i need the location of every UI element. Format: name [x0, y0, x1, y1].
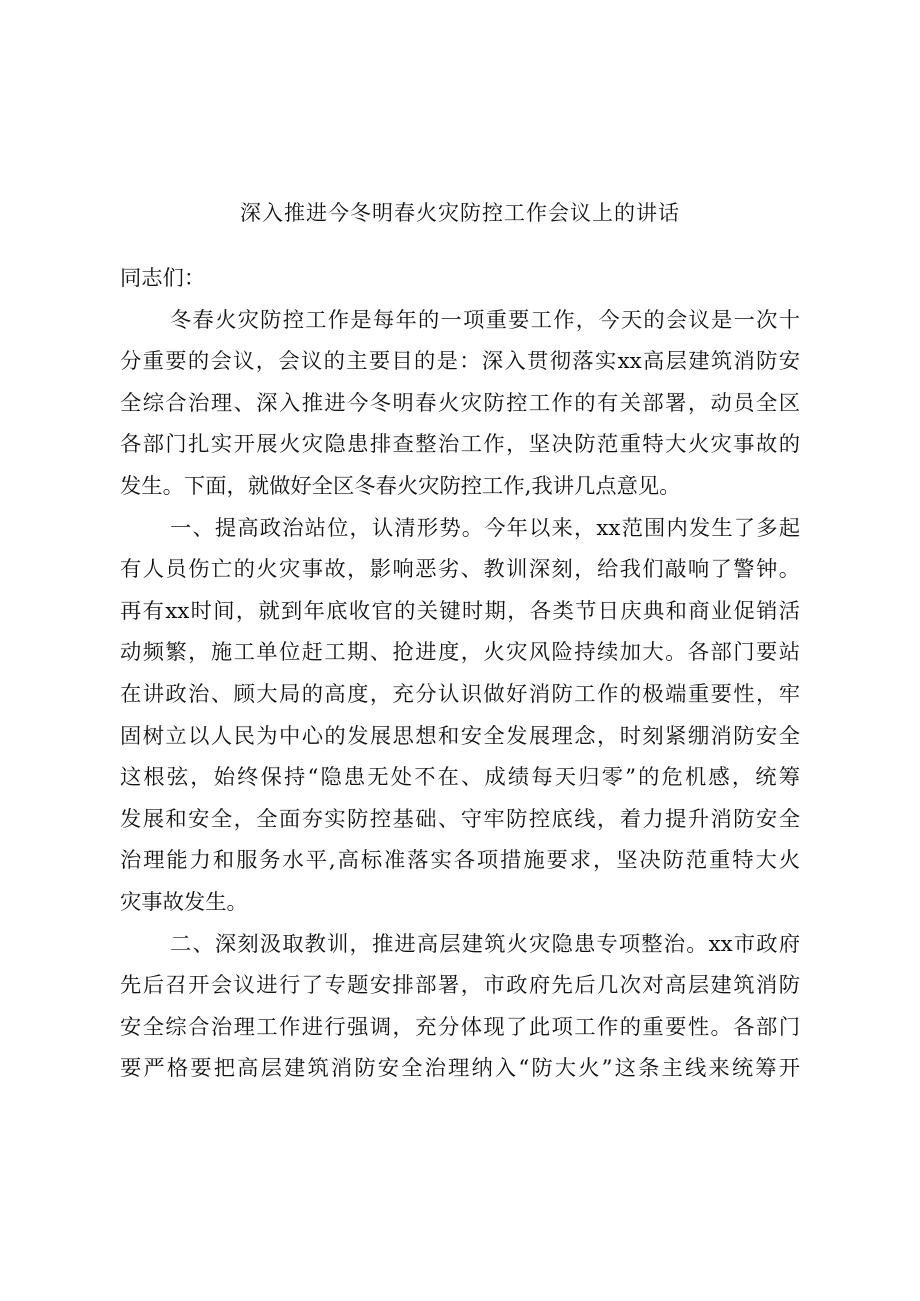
document-title: 深入推进今冬明春火灾防控工作会议上的讲话: [240, 201, 680, 225]
paragraph-1-line-4: 各部门扎实开展火灾隐患排查整治工作，坚决防范重特大火灾事故的: [120, 432, 800, 458]
paragraph-2-line-2: 有人员伤亡的火灾事故，影响恶劣、教训深刻，给我们敲响了警钟。: [120, 557, 800, 583]
paragraph-3-line-3: 安全综合治理工作进行强调，充分体现了此项工作的重要性。各部门: [120, 1014, 800, 1040]
paragraph-2-line-8: 发展和安全，全面夯实防控基础、守牢防控底线，着力提升消防安全: [120, 806, 800, 832]
paragraph-1-line-3: 全综合治理、深入推进今冬明春火灾防控工作的有关部署，动员全区: [120, 390, 800, 416]
paragraph-3-line-2: 先后召开会议进行了专题安排部署，市政府先后几次对高层建筑消防: [120, 973, 800, 999]
paragraph-2-line-4: 动频繁，施工单位赶工期、抢进度，火灾风险持续加大。各部门要站: [120, 640, 800, 666]
paragraph-2-line-9: 治理能力和服务水平,高标准落实各项措施要求，坚决防范重特大火: [120, 848, 800, 874]
paragraph-3-line-4: 要严格要把高层建筑消防安全治理纳入“防大火”这条主线来统筹开: [120, 1056, 800, 1082]
paragraph-1-line-5: 发生。下面，就做好全区冬春火灾防控工作,我讲几点意见。: [120, 473, 681, 499]
document-body: [120, 258, 800, 1090]
paragraph-3-line-1: 二、深刻汲取教训，推进高层建筑火灾隐患专项整治。xx市政府: [170, 931, 800, 957]
paragraph-1-line-2: 分重要的会议，会议的主要目的是：深入贯彻落实xx高层建筑消防安: [120, 349, 800, 375]
paragraph-2-line-5: 在讲政治、顾大局的高度，充分认识做好消防工作的极端重要性，牢: [120, 681, 800, 707]
paragraph-1-line-1: 冬春火灾防控工作是每年的一项重要工作，今天的会议是一次十: [170, 307, 800, 333]
paragraph-2-line-7: 这根弦，始终保持“隐患无处不在、成绩每天归零”的危机感，统筹: [120, 765, 800, 791]
paragraph-2-line-1: 一、提高政治站位，认清形势。今年以来，xx范围内发生了多起: [170, 515, 800, 541]
paragraph-2-line-3: 再有xx时间，就到年底收官的关键时期，各类节日庆典和商业促销活: [120, 598, 800, 624]
salutation: 同志们：: [120, 266, 206, 291]
paragraph-2-line-10: 灾事故发生。: [120, 889, 248, 915]
paragraph-2-line-6: 固树立以人民为中心的发展思想和安全发展理念，时刻紧绷消防安全: [120, 723, 800, 749]
